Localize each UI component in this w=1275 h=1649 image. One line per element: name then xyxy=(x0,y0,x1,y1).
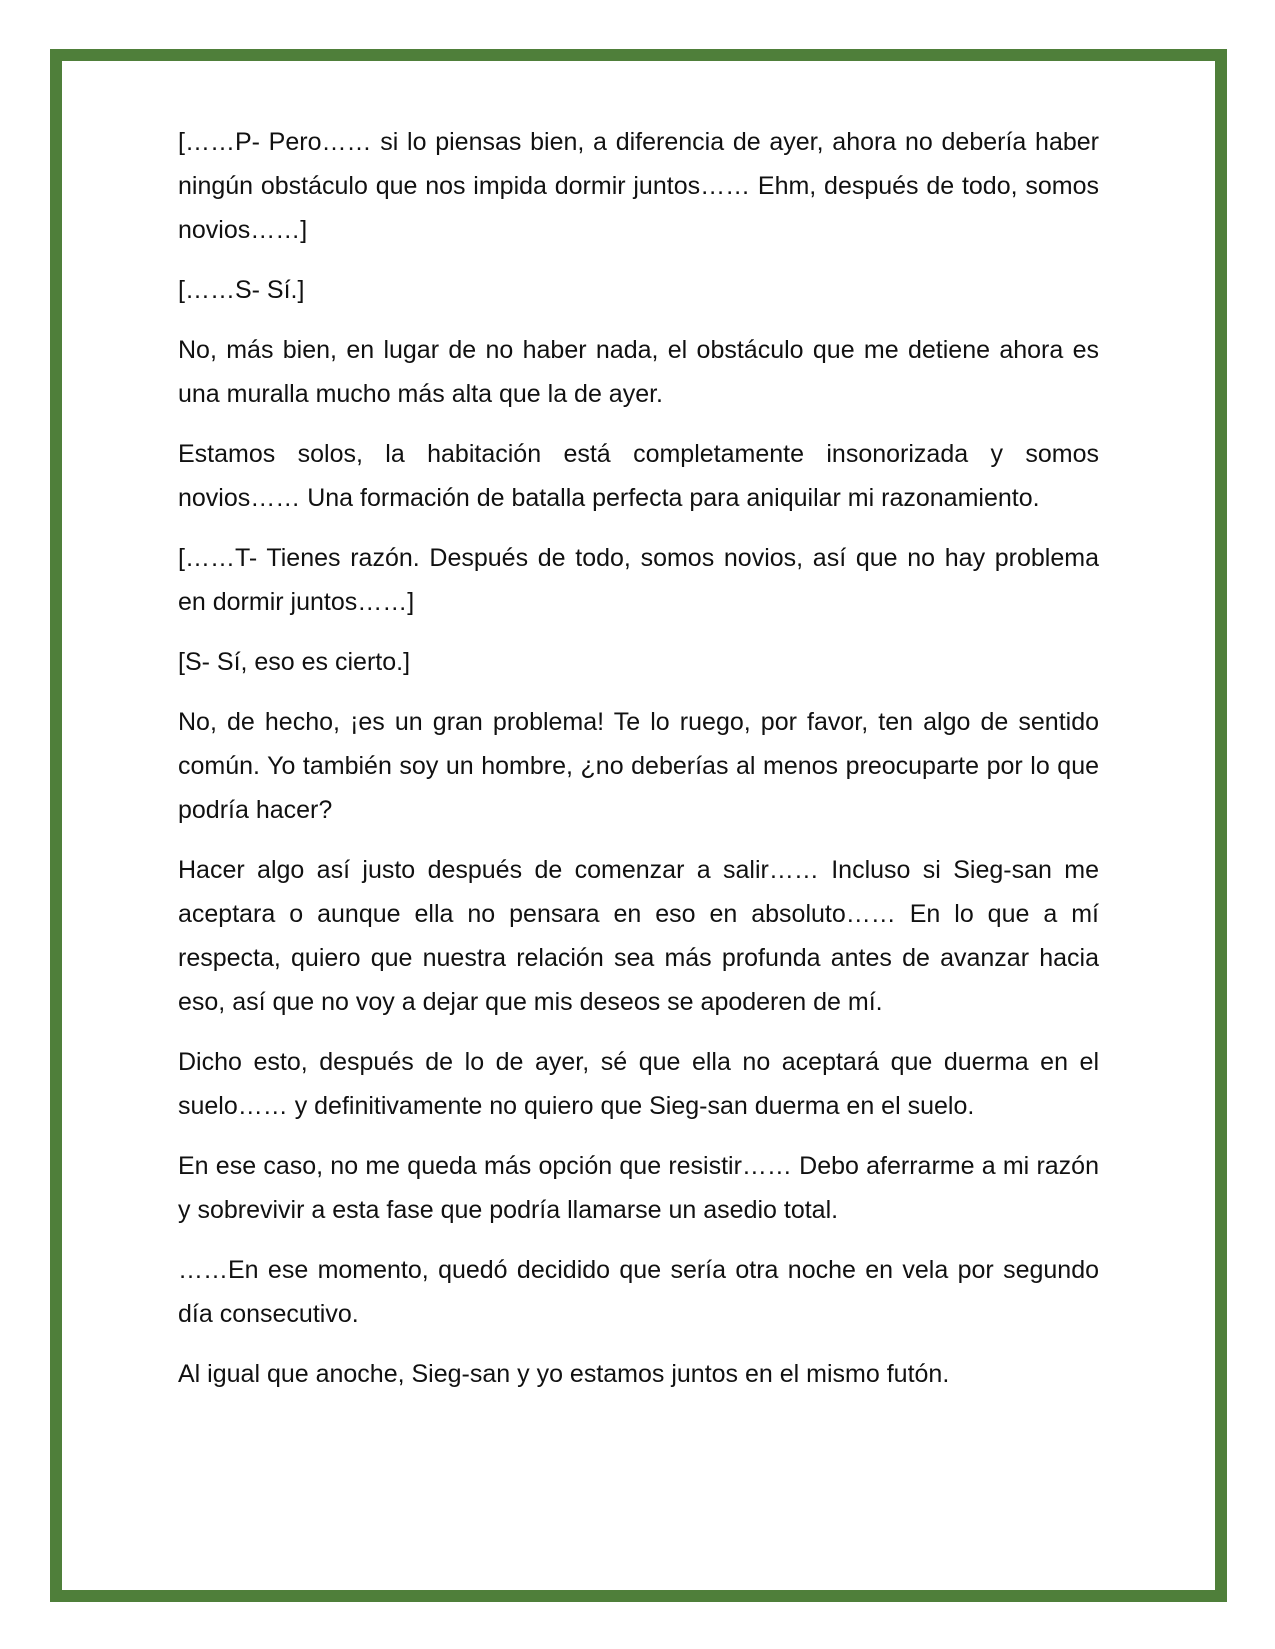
document-body xyxy=(178,120,1099,1412)
paragraph-8: Hacer algo así justo después de comenzar a salir…… Incluso si Sieg-san me aceptara o aunque ella no pensara en eso en absoluto…… En lo que a mí respecta, quiero que nuestra relación sea más profunda antes de avanzar hacia eso, así que no voy a dejar que mis deseos se apoderen de mí. xyxy=(178,856,1099,1016)
paragraph-7: No, de hecho, ¡es un gran problema! Te lo ruego, por favor, ten algo de sentido común. Yo también soy un hombre, ¿no deberías al menos preocuparte por lo que podría hacer? xyxy=(178,708,1099,824)
paragraph-10: En ese caso, no me queda más opción que resistir…… Debo aferrarme a mi razón y sobrevivir a esta fase que podría llamarse un asedio total. xyxy=(178,1152,1099,1224)
paragraph-5: [……T- Tienes razón. Después de todo, somos novios, así que no hay problema en dormir juntos……] xyxy=(178,544,1099,616)
paragraph-3: No, más bien, en lugar de no haber nada, el obstáculo que me detiene ahora es una muralla mucho más alta que la de ayer. xyxy=(178,336,1099,408)
paragraph-4: Estamos solos, la habitación está completamente insonorizada y somos novios…… Una formación de batalla perfecta para aniquilar mi razonamiento. xyxy=(178,440,1099,512)
paragraph-9: Dicho esto, después de lo de ayer, sé que ella no aceptará que duerma en el suelo…… y definitivamente no quiero que Sieg-san duerma en el suelo. xyxy=(178,1048,1099,1120)
paragraph-1: [……P- Pero…… si lo piensas bien, a diferencia de ayer, ahora no debería haber ningún obstáculo que nos impida dormir juntos…… Ehm, después de todo, somos novios……] xyxy=(178,128,1099,244)
paragraph-6: [S- Sí, eso es cierto.] xyxy=(178,648,411,676)
paragraph-11: ……En ese momento, quedó decidido que sería otra noche en vela por segundo día consecutivo. xyxy=(178,1256,1099,1328)
paragraph-12: Al igual que anoche, Sieg-san y yo estamos juntos en el mismo futón. xyxy=(178,1360,950,1388)
paragraph-2: [……S- Sí.] xyxy=(178,276,305,304)
